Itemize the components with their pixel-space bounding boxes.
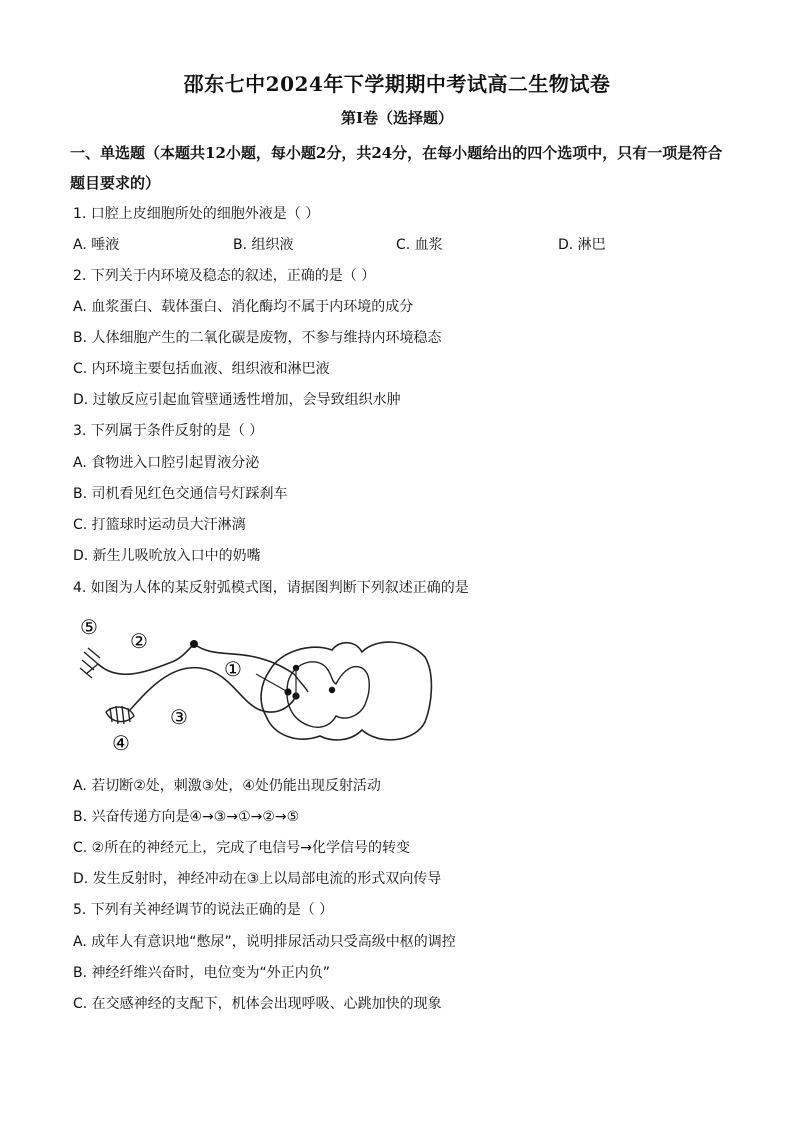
question-2-option-d: D. 过敏反应引起血管壁通透性增加，会导致组织水肿 xyxy=(73,392,401,408)
question-5-option-a: A. 成年人有意识地“憋尿”，说明排尿活动只受高级中枢的调控 xyxy=(73,934,456,950)
question-1-option-a: A. 唾液 xyxy=(73,237,120,253)
page-subtitle: 第Ⅰ卷（选择题） xyxy=(340,109,454,127)
question-2-option-c: C. 内环境主要包括血液、组织液和淋巴液 xyxy=(73,361,330,377)
question-2-option-b: B. 人体细胞产生的二氧化碳是废物，不参与维持内环境稳态 xyxy=(73,330,442,346)
question-1-stem: 1. 口腔上皮细胞所处的细胞外液是（ ） xyxy=(73,206,320,222)
question-3-option-c: C. 打篮球时运动员大汗淋漓 xyxy=(73,517,246,533)
question-1-option-b: B. 组织液 xyxy=(233,237,294,253)
receptor-shape xyxy=(80,648,100,678)
label-1-pointer xyxy=(256,674,288,692)
question-4-option-d: D. 发生反射时，神经冲动在③上以局部电流的形式双向传导 xyxy=(73,871,442,887)
question-5-stem: 5. 下列有关神经调节的说法正确的是（ ） xyxy=(73,902,334,918)
page-title: 邵东七中2024年下学期期中考试高二生物试卷 xyxy=(183,72,611,96)
question-3-option-a: A. 食物进入口腔引起胃液分泌 xyxy=(73,455,260,471)
question-1-option-d: D. 淋巴 xyxy=(558,237,606,253)
question-5-option-b: B. 神经纤维兴奋时，电位变为“外正内负” xyxy=(73,965,331,981)
label-5: ⑤ xyxy=(80,615,98,639)
question-2-option-a: A. 血浆蛋白、载体蛋白、消化酶均不属于内环境的成分 xyxy=(73,299,414,315)
synapse-dot-1 xyxy=(284,688,291,695)
section-heading: 一、单选题（本题共12小题，每小题2分，共24分，在每小题给出的四个选项中，只有一项是符合题目要求的） xyxy=(70,144,723,192)
grey-matter-outline xyxy=(287,662,369,727)
efferent-nerve xyxy=(130,668,296,712)
question-4-option-a: A. 若切断②处，刺激③处，④处仍能出现反射活动 xyxy=(73,778,381,794)
label-2: ② xyxy=(130,629,148,653)
label-3: ③ xyxy=(170,705,188,729)
afferent-nerve xyxy=(98,644,294,674)
question-5-option-c: C. 在交感神经的支配下，机体会出现呼吸、心跳加快的现象 xyxy=(73,996,442,1012)
question-3-option-b: B. 司机看见红色交通信号灯踩刹车 xyxy=(73,486,288,502)
question-3-option-d: D. 新生儿吸吮放入口中的奶嘴 xyxy=(73,548,261,564)
question-2-stem: 2. 下列关于内环境及稳态的叙述，正确的是（ ） xyxy=(73,268,376,284)
label-4: ④ xyxy=(112,731,130,755)
question-4-stem: 4. 如图为人体的某反射弧模式图，请据图判断下列叙述正确的是 xyxy=(73,580,469,596)
question-3-stem: 3. 下列属于条件反射的是（ ） xyxy=(73,423,264,439)
ventral-dot xyxy=(329,687,335,693)
reflex-arc-diagram xyxy=(70,612,440,762)
ganglion-dot xyxy=(190,640,198,648)
question-4-option-b: B. 兴奋传递方向是④→③→①→②→⑤ xyxy=(73,809,300,825)
label-1: ① xyxy=(224,657,242,681)
question-4-option-c: C. ②所在的神经元上，完成了电信号→化学信号的转变 xyxy=(73,840,410,856)
effector-shape xyxy=(106,706,134,724)
question-1-option-c: C. 血浆 xyxy=(396,237,443,253)
